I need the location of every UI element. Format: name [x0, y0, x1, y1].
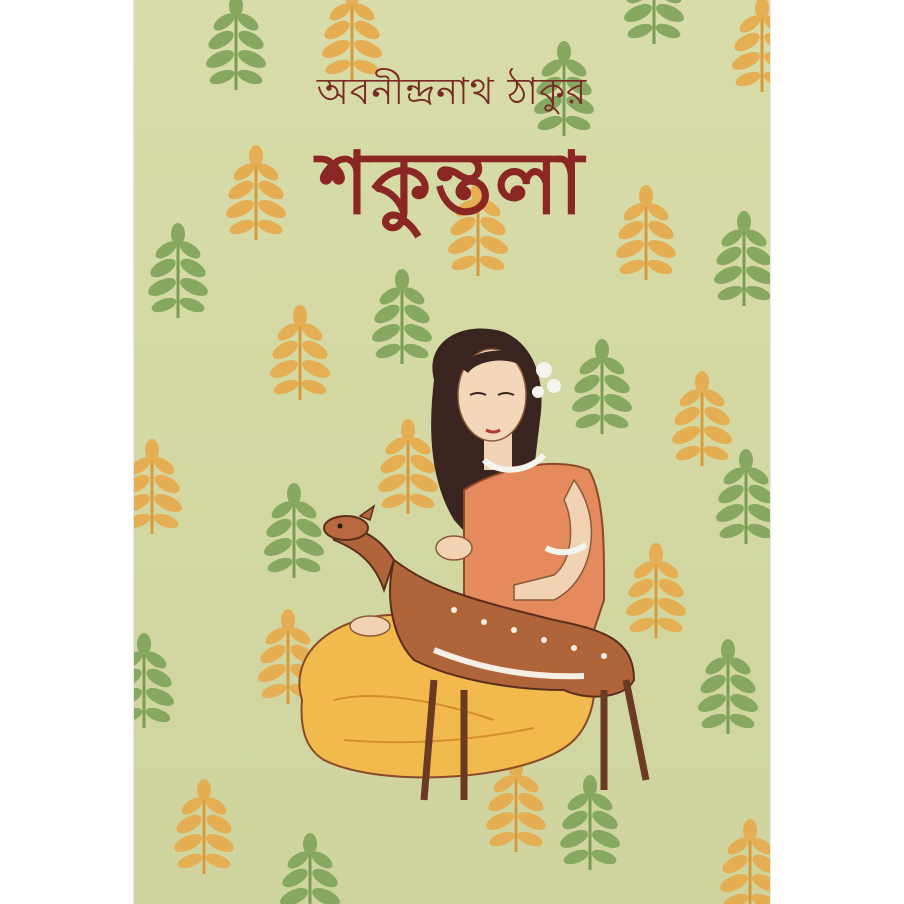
book-title: শকুন্তলা	[318, 134, 586, 234]
author-name: অবনীন্দ্রনাথ ঠাকুর	[316, 70, 588, 113]
book-cover	[134, 0, 770, 904]
woman-with-deer-icon	[134, 0, 770, 904]
